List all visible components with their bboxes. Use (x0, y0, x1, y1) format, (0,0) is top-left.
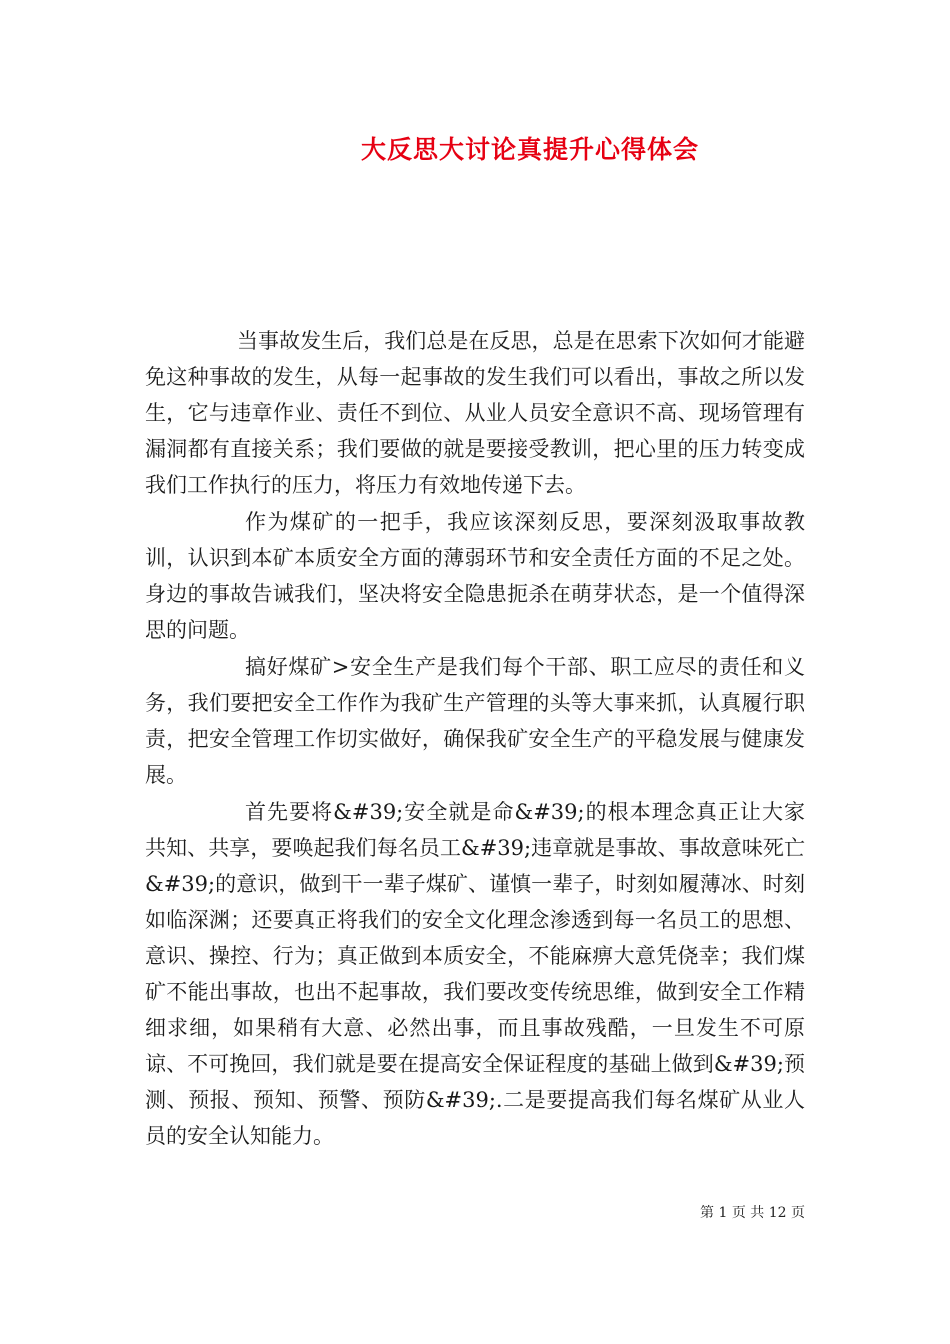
document-body (145, 323, 805, 1154)
paragraph-1: 当事故发生后，我们总是在反思，总是在思索下次如何才能避免这种事故的发生，从每一起事故的发生我们可以看出，事故之所以发生，它与违章作业、责任不到位、从业人员安全意识不高、现场管理有漏洞都有直接关系；我们要做的就是要接受教训，把心里的压力转变成我们工作执行的压力，将压力有效地传递下去。 (145, 329, 805, 497)
page-number-footer: 第 1 页 共 12 页 (700, 1205, 805, 1221)
document-title: 大反思大讨论真提升心得体会 (360, 135, 699, 164)
paragraph-3: 搞好煤矿>安全生产是我们每个干部、职工应尽的责任和义务，我们要把安全工作作为我矿生产管理的头等大事来抓，认真履行职责，把安全管理工作切实做好，确保我矿安全生产的平稳发展与健康发展。 (145, 655, 805, 787)
paragraph-2: 作为煤矿的一把手，我应该深刻反思，要深刻汲取事故教训，认识到本矿本质安全方面的薄弱环节和安全责任方面的不足之处。身边的事故告诫我们，坚决将安全隐患扼杀在萌芽状态，是一个值得深思的问题。 (145, 510, 805, 642)
paragraph-4: 首先要将&#39;安全就是命&#39;的根本理念真正让大家共知、共享，要唤起我们每名员工&#39;违章就是事故、事故意味死亡&#39;的意识，做到干一辈子煤矿、谨慎一辈子，时刻如履薄冰、时刻如临深渊；还要真正将我们的安全文化理念渗透到每一名员工的思想、意识、操控、行为；真正做到本质安全，不能麻痹大意凭侥幸；我们煤矿不能出事故，也出不起事故，我们要改变传统思维，做到安全工作精细求细，如果稍有大意、必然出事，而且事故残酷，一旦发生不可原谅、不可挽回，我们就是要在提高安全保证程度的基础上做到&#39;预测、预报、预知、预警、预防&#39;.二是要提高我们每名煤矿从业人员的安全认知能力。 (145, 800, 805, 1148)
